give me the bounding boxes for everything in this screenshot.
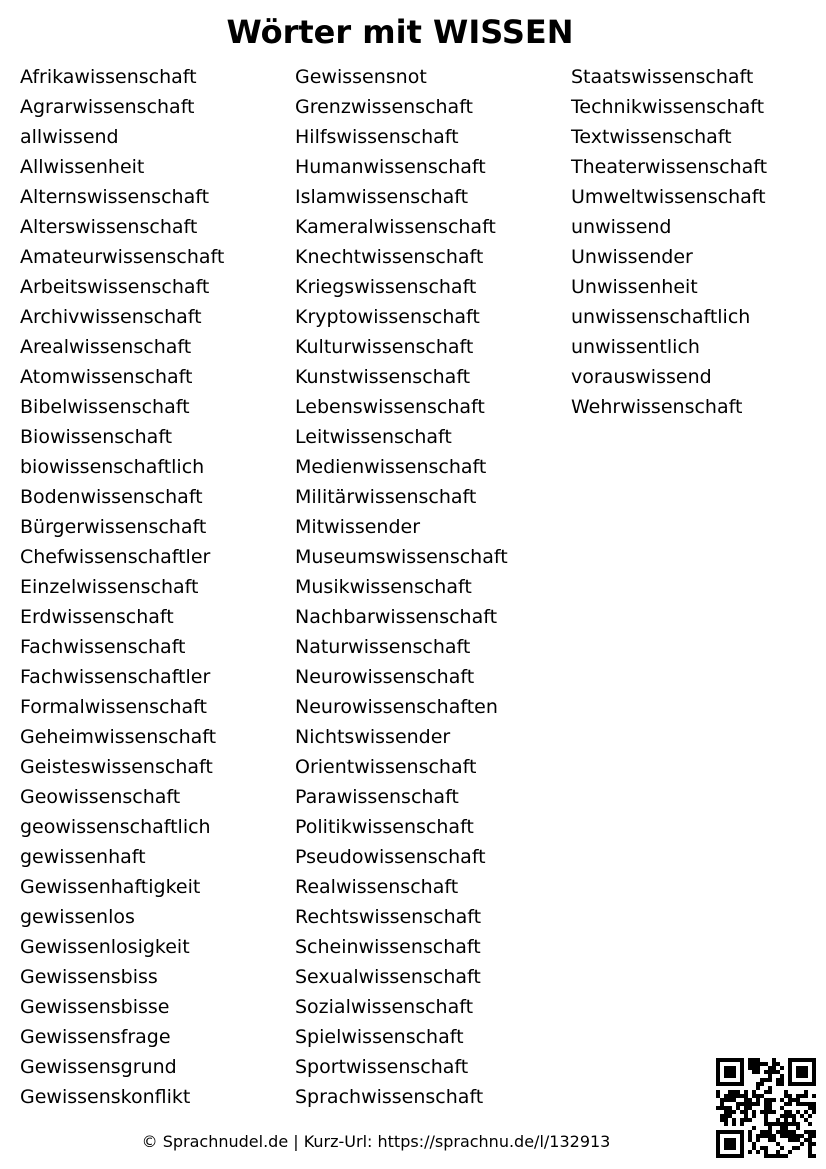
word-item: Kryptowissenschaft — [295, 306, 480, 328]
word-item: Afrikawissenschaft — [20, 66, 197, 88]
word-item: Geisteswissenschaft — [20, 756, 213, 778]
word-item: Museumswissenschaft — [295, 546, 508, 568]
footer-credit: © Sprachnudel.de | Kurz-Url: https://sprachnu.de/l/132913 — [141, 1132, 611, 1151]
word-item: Spielwissenschaft — [295, 1026, 464, 1048]
word-column-3 — [571, 62, 767, 422]
word-item: Bodenwissenschaft — [20, 486, 203, 508]
word-item: Unwissender — [571, 246, 693, 268]
word-item: Sprachwissenschaft — [295, 1086, 484, 1108]
word-item: Orientwissenschaft — [295, 756, 477, 778]
word-item: Parawissenschaft — [295, 786, 459, 808]
word-item: Musikwissenschaft — [295, 576, 472, 598]
word-item: unwissentlich — [571, 336, 700, 358]
word-item: unwissenschaftlich — [571, 306, 751, 328]
word-item: Militärwissenschaft — [295, 486, 477, 508]
word-item: gewissenlos — [20, 906, 135, 928]
word-item: Formalwissenschaft — [20, 696, 207, 718]
word-item: Mitwissender — [295, 516, 421, 538]
word-item: Neurowissenschaften — [295, 696, 498, 718]
word-item: Atomwissenschaft — [20, 366, 193, 388]
word-item: Geowissenschaft — [20, 786, 181, 808]
word-column-1 — [20, 62, 224, 1112]
page-title: Wörter mit WISSEN — [226, 13, 574, 51]
word-item: Nichtswissender — [295, 726, 451, 748]
word-item: Kulturwissenschaft — [295, 336, 474, 358]
word-item: Gewissensnot — [295, 66, 427, 88]
word-item: Gewissenhaftigkeit — [20, 876, 201, 898]
word-item: Knechtwissenschaft — [295, 246, 484, 268]
word-column-2 — [295, 62, 508, 1112]
word-item: Technikwissenschaft — [571, 96, 765, 118]
qr-code-icon[interactable] — [716, 1058, 816, 1158]
word-item: Islamwissenschaft — [295, 186, 469, 208]
word-item: Medienwissenschaft — [295, 456, 487, 478]
word-item: Gewissensbisse — [20, 996, 170, 1018]
word-item: Rechtswissenschaft — [295, 906, 482, 928]
word-item: gewissenhaft — [20, 846, 146, 868]
word-item: Lebenswissenschaft — [295, 396, 485, 418]
word-item: Fachwissenschaft — [20, 636, 186, 658]
word-item: Wehrwissenschaft — [571, 396, 743, 418]
word-item: Gewissensgrund — [20, 1056, 177, 1078]
word-item: Realwissenschaft — [295, 876, 459, 898]
word-item: Umweltwissenschaft — [571, 186, 766, 208]
word-item: Unwissenheit — [571, 276, 698, 298]
word-item: Gewissensbiss — [20, 966, 158, 988]
word-item: Kameralwissenschaft — [295, 216, 496, 238]
word-item: Pseudowissenschaft — [295, 846, 486, 868]
word-item: Alterswissenschaft — [20, 216, 198, 238]
word-item: Scheinwissenschaft — [295, 936, 481, 958]
word-item: Humanwissenschaft — [295, 156, 486, 178]
word-item: allwissend — [20, 126, 119, 148]
word-item: Gewissensfrage — [20, 1026, 171, 1048]
word-item: Hilfswissenschaft — [295, 126, 459, 148]
word-item: geowissenschaftlich — [20, 816, 211, 838]
word-item: Staatswissenschaft — [571, 66, 754, 88]
word-item: Textwissenschaft — [571, 126, 732, 148]
word-item: Grenzwissenschaft — [295, 96, 474, 118]
word-item: vorauswissend — [571, 366, 712, 388]
word-item: Geheimwissenschaft — [20, 726, 217, 748]
word-item: Kunstwissenschaft — [295, 366, 471, 388]
word-item: Theaterwissenschaft — [571, 156, 768, 178]
word-item: Neurowissenschaft — [295, 666, 475, 688]
word-item: Alternswissenschaft — [20, 186, 210, 208]
word-item: Arealwissenschaft — [20, 336, 192, 358]
word-item: Allwissenheit — [20, 156, 145, 178]
word-item: Archivwissenschaft — [20, 306, 202, 328]
word-item: biowissenschaftlich — [20, 456, 205, 478]
word-item: Fachwissenschaftler — [20, 666, 211, 688]
word-item: Sexualwissenschaft — [295, 966, 481, 988]
word-item: Arbeitswissenschaft — [20, 276, 210, 298]
word-item: Sportwissenschaft — [295, 1056, 469, 1078]
word-item: Agrarwissenschaft — [20, 96, 195, 118]
word-item: Sozialwissenschaft — [295, 996, 474, 1018]
word-item: Bürgerwissenschaft — [20, 516, 207, 538]
word-item: Naturwissenschaft — [295, 636, 471, 658]
word-item: unwissend — [571, 216, 672, 238]
word-item: Chefwissenschaftler — [20, 546, 211, 568]
word-item: Bibelwissenschaft — [20, 396, 190, 418]
word-item: Amateurwissenschaft — [20, 246, 225, 268]
word-item: Politikwissenschaft — [295, 816, 474, 838]
word-item: Kriegswissenschaft — [295, 276, 477, 298]
word-item: Leitwissenschaft — [295, 426, 452, 448]
word-item: Erdwissenschaft — [20, 606, 174, 628]
word-item: Nachbarwissenschaft — [295, 606, 498, 628]
word-item: Einzelwissenschaft — [20, 576, 199, 598]
word-item: Gewissenskonflikt — [20, 1086, 191, 1108]
word-item: Biowissenschaft — [20, 426, 173, 448]
word-item: Gewissenlosigkeit — [20, 936, 190, 958]
